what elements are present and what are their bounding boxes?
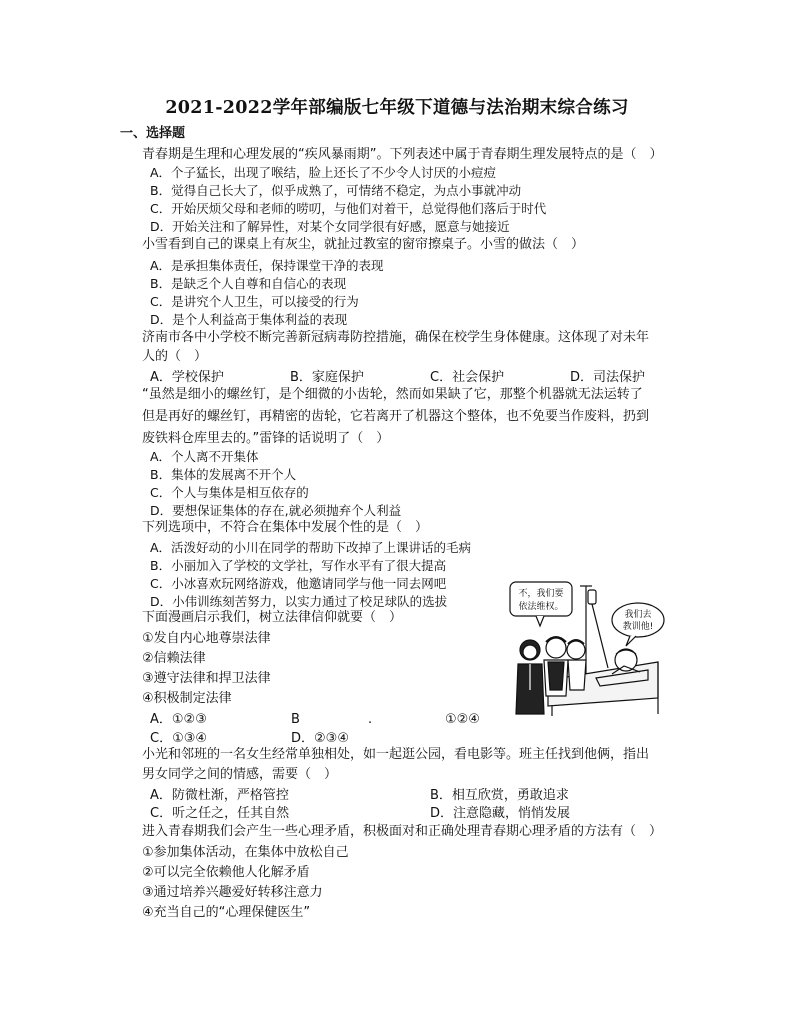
question-3-option-d: D．司法保护 xyxy=(570,370,646,385)
question-1-option-c: C．开始厌烦父母和老师的唠叨，与他们对着干，总觉得他们落后于时代 xyxy=(150,201,547,216)
question-6-option-b-letter: B xyxy=(291,712,300,727)
bubble-left-line-2: 依法维权。 xyxy=(518,602,564,612)
question-2-option-d: D．是个人利益高于集体利益的表现 xyxy=(150,312,348,327)
question-7-stem-line-1: 小光和邻班的一名女生经常单独相处，如一起逛公园，看电影等。班主任找到他俩，指出 xyxy=(142,747,650,762)
bubble-left-line-1: 不，我们要 xyxy=(518,589,564,599)
question-8-item-2: ②可以完全依赖他人化解矛盾 xyxy=(142,865,310,880)
question-1-option-d: D．开始关注和了解异性，对某个女同学很有好感，愿意与她接近 xyxy=(150,219,510,234)
question-8-item-1: ①参加集体活动，在集体中放松自己 xyxy=(142,845,349,860)
section-heading: 一、选择题 xyxy=(120,126,186,141)
question-6-stem: 下面漫画启示我们，树立法律信仰就要（ ） xyxy=(142,610,403,625)
bubble-right-line-1: 我们去 xyxy=(624,610,652,620)
question-8-item-4: ④充当自己的“心理保健医生” xyxy=(142,905,311,920)
question-4-option-a: A．个人离不开集体 xyxy=(150,449,259,464)
question-6-option-b-dot: . xyxy=(368,712,373,727)
question-5-option-b: B．小丽加入了学校的文学社，写作水平有了很大提高 xyxy=(150,558,447,573)
question-5-stem: 下列选项中，不符合在集体中发展个性的是（ ） xyxy=(142,520,429,535)
question-4-option-d: D．要想保证集体的存在,就必须抛弃个人利益 xyxy=(150,503,402,518)
question-2-option-c: C．是讲究个人卫生，可以接受的行为 xyxy=(150,294,359,309)
question-2-option-b: B．是缺乏个人自尊和自信心的表现 xyxy=(150,276,347,291)
question-4-stem-line-1: “虽然是细小的螺丝钉，是个细微的小齿轮，然而如果缺了它，那整个机器就无法运转了 xyxy=(142,387,643,402)
question-6-option-b: ①②④ xyxy=(445,712,480,727)
question-4-option-b: B．集体的发展离不开个人 xyxy=(150,467,297,482)
question-1-option-a: A．个子猛长，出现了喉结，脸上还长了不少令人讨厌的小痘痘 xyxy=(150,165,497,180)
question-1-option-b: B．觉得自己长大了，似乎成熟了，可情绪不稳定，为点小事就冲动 xyxy=(150,183,522,198)
question-3-stem-line-1: 济南市各中小学校不断完善新冠病毒防控措施，确保在校学生身体健康。这体现了对未年 xyxy=(142,330,650,345)
question-2-stem: 小雪看到自己的课桌上有灰尘，就扯过教室的窗帘擦桌子。小雪的做法（ ） xyxy=(142,237,585,252)
question-8-item-3: ③通过培养兴趣爱好转移注意力 xyxy=(142,885,323,900)
question-7-stem-line-2: 男女同学之间的情感，需要（ ） xyxy=(142,767,338,782)
question-8-stem: 进入青春期我们会产生一些心理矛盾，积极面对和正确处理青春期心理矛盾的方法有（ ） xyxy=(142,824,663,839)
question-7-option-b: B．相互欣赏，勇敢追求 xyxy=(430,788,569,803)
comic-illustration xyxy=(508,578,666,718)
question-6-option-d: D．②③④ xyxy=(291,731,349,746)
question-5-option-a: A．活泼好动的小川在同学的帮助下改掉了上课讲话的毛病 xyxy=(150,540,472,555)
question-4-stem-line-3: 废铁料仓库里去的。”雷锋的话说明了（ ） xyxy=(142,431,390,446)
question-1-stem: 青春期是生理和心理发展的“疾风暴雨期”。下列表述中属于青春期生理发展特点的是（ ） xyxy=(142,147,663,162)
question-7-option-d: D．注意隐藏，悄悄发展 xyxy=(430,806,571,821)
question-6-item-1: ①发自内心地尊崇法律 xyxy=(142,631,271,646)
question-7-option-a: A．防微杜渐，严格管控 xyxy=(150,788,289,803)
question-5-option-d: D．小伟训练刻苦努力，以实力通过了校足球队的选拔 xyxy=(150,594,448,609)
question-5-option-c: C．小冰喜欢玩网络游戏，他邀请同学与他一同去网吧 xyxy=(150,576,447,591)
bubble-right-line-2: 教训他! xyxy=(622,622,654,632)
question-3-option-c: C．社会保护 xyxy=(430,370,505,385)
question-2-option-a: A．是承担集体责任，保持课堂干净的表现 xyxy=(150,258,384,273)
question-6-item-3: ③遵守法律和捍卫法律 xyxy=(142,671,271,686)
question-4-option-c: C．个人与集体是相互依存的 xyxy=(150,485,309,500)
page-title: 2021-2022学年部编版七年级下道德与法治期末综合练习 xyxy=(165,98,629,118)
question-6-item-2: ②信赖法律 xyxy=(142,651,206,666)
question-3-option-a: A．学校保护 xyxy=(150,370,224,385)
question-6-item-4: ④积极制定法律 xyxy=(142,691,232,706)
question-6-option-a: A．①②③ xyxy=(150,712,207,727)
question-3-stem-line-2: 人的（ ） xyxy=(142,349,208,364)
question-7-option-c: C．听之任之，任其自然 xyxy=(150,806,290,821)
question-3-option-b: B．家庭保护 xyxy=(290,370,364,385)
question-4-stem-line-2: 但是再好的螺丝钉，再精密的齿轮，它若离开了机器这个整体，也不免要当作废料，扔到 xyxy=(142,409,650,424)
question-6-option-c: C．①③④ xyxy=(150,731,208,746)
